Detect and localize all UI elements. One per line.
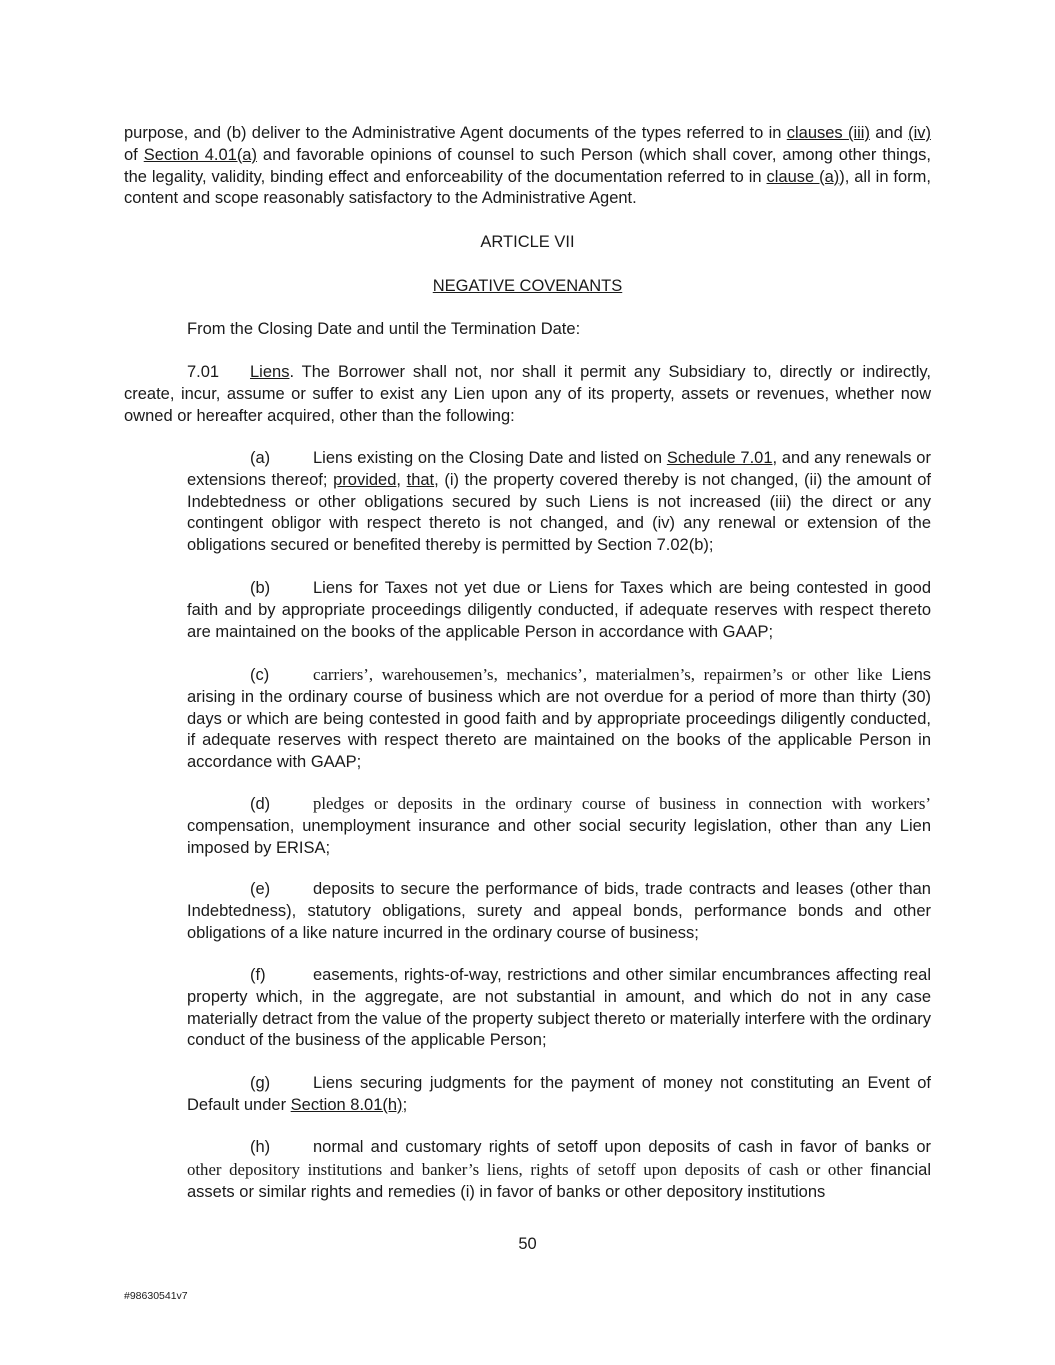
section-heading: Liens xyxy=(250,363,290,381)
intro-text: purpose, and (b) deliver to the Administrative Agent documents of the types referred to in xyxy=(124,124,787,142)
article-title: NEGATIVE COVENANTS xyxy=(432,277,623,295)
clause-d: (d) pledges or deposits in the ordinary course of business in connection with workers’ compensation, unemployment insurance and other social security legislation, other than any Lien imposed by ERISA; xyxy=(187,794,931,857)
clause-e: (e) deposits to secure the performance of bids, trade contracts and leases (other than Indebtedness), statutory obligations, surety and appeal bonds, performance bonds and other obligations of a like nature incurred in the ordinary course of business; xyxy=(187,880,931,942)
article-number: ARTICLE VII xyxy=(480,233,575,251)
section-number: 7.01 xyxy=(187,363,220,381)
clause-g: (g) Liens securing judgments for the payment of money not constituting an Event of Default under Section 8.01(h); xyxy=(187,1074,931,1114)
section-4-01a-link[interactable]: Section 4.01(a) xyxy=(143,145,257,164)
document-id: #98630541v7 xyxy=(124,1290,188,1302)
page-number: 50 xyxy=(518,1235,537,1253)
preamble: From the Closing Date and until the Termination Date: xyxy=(187,320,581,338)
clause-c: (c) carriers’, warehousemen’s, mechanics’, materialmen’s, repairmen’s or other like Liens arising in the ordinary course of business which are not overdue for a period of more than thirty (30) days or which are being contested in good faith and by appropriate proceedings diligently conducted, if adequate reserves with respect thereto are maintained on the books of the applicable Person in accordance with GAAP; xyxy=(187,665,931,772)
clauses-iii-link[interactable]: clauses (iii) xyxy=(786,124,870,142)
intro-paragraph: purpose, and (b) deliver to the Administrative Agent documents of the types referred to in clauses (iii) and (iv) of Section 4.01(a) and favorable opinions of counsel to such Person (which shall cover, among other things, the legality, validity, binding effect and enforceability of the documentation referred to in clause (a)), all in form, content and scope reasonably satisfactory to the Administrative Agent. xyxy=(124,124,931,208)
clause-f: (f) easements, rights-of-way, restrictions and other similar encumbrances affecting real property which, in the aggregate, are not substantial in amount, and which do not in any case materially detract from the value of the property subject thereto or materially interfere with the ordinary conduct of the business of the applicable Person; xyxy=(187,966,931,1050)
clause-iv-link[interactable]: (iv) xyxy=(908,124,931,142)
clause-a-link[interactable]: clause (a) xyxy=(766,167,840,186)
clause-h: (h) normal and customary rights of setoff upon deposits of cash in favor of banks or other depository institutions and banker’s liens, rights of setoff upon deposits of cash or other financial assets or similar rights and remedies (i) in favor of banks or other depository institutions xyxy=(187,1138,931,1201)
schedule-7-01-link[interactable]: Schedule 7.01 xyxy=(666,449,773,467)
clause-a: (a) Liens existing on the Closing Date and listed on Schedule 7.01, and any renewals or extensions thereof; provided, that, (i) the property covered thereby is not changed, (ii) the amount of Indebtedness or other obligations secured by such Liens is not increased (iii) the direct or any contingent obligor with respect thereto is not changed, and (iv) any renewal or extension of the obligations secured or benefited thereby is permitted by Section 7.02(b); xyxy=(187,449,931,555)
clause-b: (b) Liens for Taxes not yet due or Liens for Taxes which are being contested in good faith and by appropriate proceedings diligently conducted, if adequate reserves with respect thereto are maintained on the books of the applicable Person in accordance with GAAP; xyxy=(187,579,931,641)
section-7-01: 7.01 Liens. The Borrower shall not, nor shall it permit any Subsidiary to, directly or indirectly, create, incur, assume or suffer to exist any Lien upon any of its property, assets or revenues, whether now owned or hereafter acquired, other than the following: xyxy=(124,363,931,425)
section-8-01h-link[interactable]: Section 8.01(h) xyxy=(290,1095,403,1114)
